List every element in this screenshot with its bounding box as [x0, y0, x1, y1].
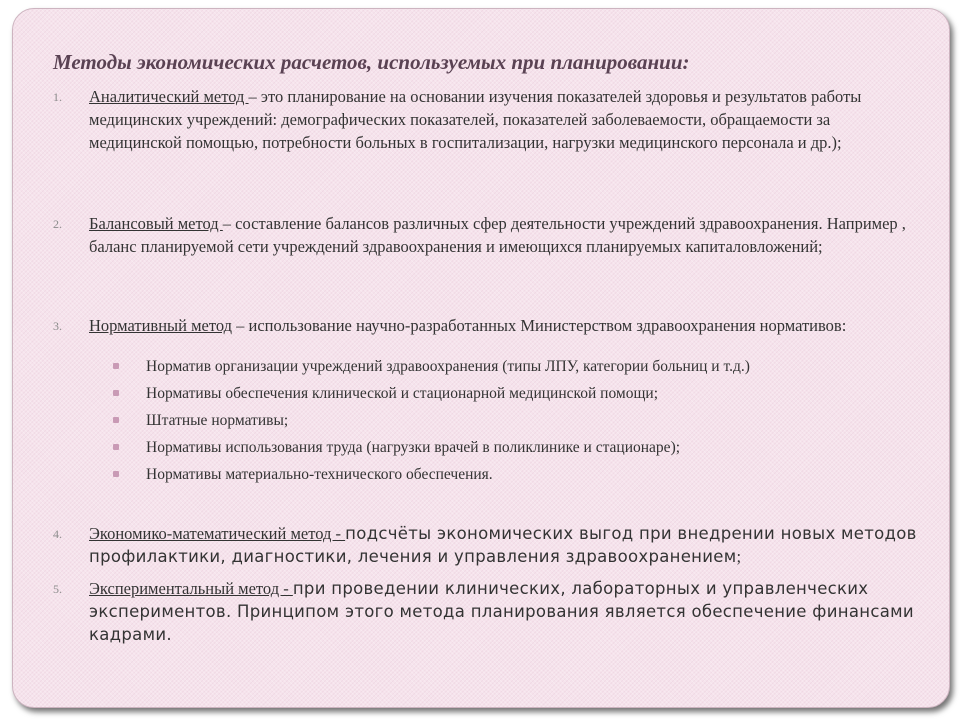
item-tail: ;	[736, 547, 742, 566]
method-description: – использование научно-разработанных Министерством здравоохранения нормативов:	[232, 316, 847, 335]
square-bullet-icon	[113, 471, 119, 477]
method-description: – составление балансов различных сфер деятельности учреждений здравоохранения. Например , баланс планируемой сети учреждений здравоохранения и имеющихся планируемых капиталовложений;	[89, 214, 906, 256]
square-bullet-icon	[113, 444, 119, 450]
method-name: Нормативный метод	[89, 316, 233, 335]
item-text	[89, 522, 919, 568]
square-bullet-icon	[113, 417, 119, 423]
item-text	[89, 314, 919, 337]
square-bullet-icon	[113, 363, 119, 369]
item-number: 2.	[53, 217, 62, 231]
square-bullet-icon	[113, 390, 119, 396]
method-description: при проведении клинических, лабораторных и управленческих экспериментов. Принципом этого метода планирования является обеспечение финансами кадрами.	[89, 579, 914, 644]
item-number: 4.	[53, 527, 62, 541]
method-description: – это планирование на основании изучения показателей здоровья и результатов работы медицинских учреждений: демографических показателей, показателей заболеваемости, обращаемости за медицинской помощью, потребности больных в госпитализации, нагрузки медицинского персонала и др.);	[89, 87, 862, 152]
method-name: Экономико-математический метод -	[89, 524, 346, 543]
method-description: подсчёты экономических выгод при внедрении новых методов профилактики, диагностики, лечения и управления здравоохранением	[89, 524, 917, 566]
item-number: 3.	[53, 319, 62, 333]
slide-panel: Методы экономических расчетов, используемых при планировании: 1. Аналитический метод – это планирование на основании изучения показателей здоровья и результатов работы медицинских учреждений: демографических показателей, показателей заболеваемости, обращаемости за медицинской помощью, потребности больных в госпитализации, нагрузки медицинского персонала и др.); 2. Балансовый метод – составление балансов различных сфер деятельности учреждений здравоохранения. Например , баланс планируемой сети учреждений здравоохранения и имеющихся планируемых капиталовложений; 3. Нормативный метод – использование научно-разработанных Министерством здравоохранения нормативов: Норматив организации учреждений здравоохранения (типы ЛПУ, категории больниц и т.д.) Нормативы обеспечения клинической и стационарной медицинской помощи; Штатные нормативы; Нормативы использования труда (нагрузки врачей в поликлинике и стационаре); Нормативы материально-технического обеспечения. 4. Экономико-математический метод - подсчёты экономических выгод при внедрении новых методов профилактики, диагностики, лечения и управления здравоохранением; 5. Экспериментальный метод - при проведении клинических, лабораторных и управленческих экспериментов. Принципом этого метода планирования является обеспечение финансами кадрами.	[12, 8, 950, 708]
item-text	[89, 85, 919, 154]
item-number: 1.	[53, 90, 62, 104]
method-name: Экспериментальный метод -	[89, 579, 293, 598]
item-text	[89, 212, 919, 258]
method-name: Балансовый метод	[89, 214, 223, 233]
item-text	[89, 577, 919, 646]
item-number: 5.	[53, 582, 62, 596]
slide-title: Методы экономических расчетов, используемых при планировании:	[53, 50, 690, 74]
method-name: Аналитический метод	[89, 87, 249, 106]
